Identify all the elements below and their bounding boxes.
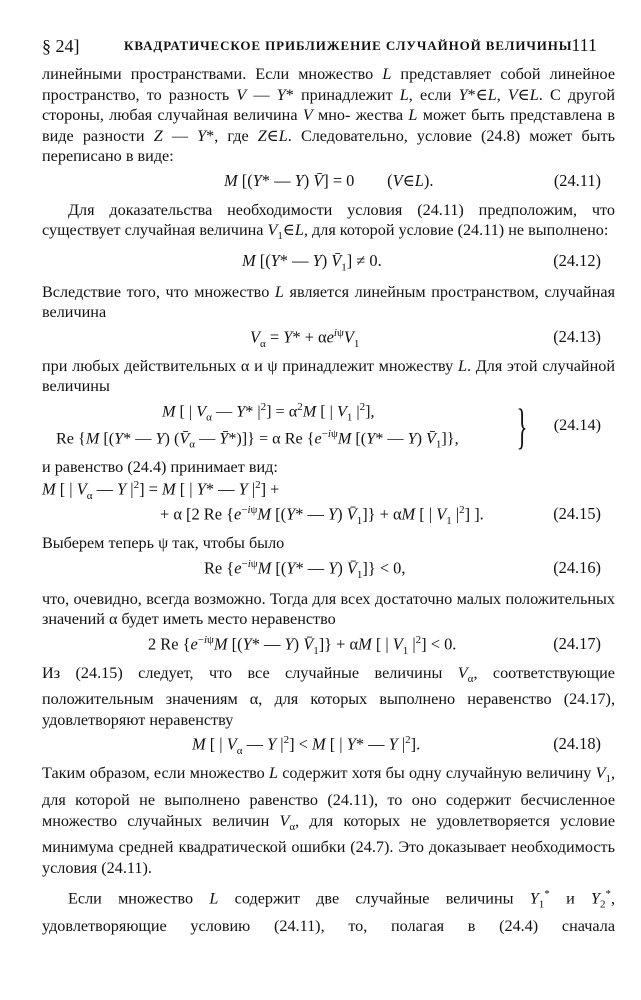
equation-24-12: M [(Y* — Y) $V̄_1] \ne 0$. (24.12) <box>242 250 601 274</box>
section-mark: § 24] <box>42 36 80 56</box>
equation-number: (24.11) <box>553 170 601 190</box>
equation-number: (24.15) <box>553 504 601 524</box>
paragraph-9: Таким образом, если множество L содержит хотя бы одну случайную величину $V_1$, для которой не выполнено равенство (24.11), то оно содержит бесчисленное множество случайных величин $V_\alpha$, для которых не удовлетворяется условие минимума средней квадратической ошибки (24.7). Это доказывает необходимость условия (24.11). <box>42 764 616 877</box>
paragraph-8: Из (24.15) следует, что все случайные величины $V_\alpha$, соответствующие положительным значениям α, для которых выполнено неравенство (24.17), удовлетворяют неравенству <box>42 663 615 729</box>
paragraph-2: Для доказательства необходимости условия (24.11) предположим, что существует случайная величина $V_1\in L$, для которой условие (24.11) не выполнено: <box>42 200 616 243</box>
equation-24-18: M [ | $V_\alpha$ — Y $|^2] < M$ [ | Y* — Y $|^2$]. (24.18) <box>192 734 601 758</box>
equation-number: (24.13) <box>553 326 601 346</box>
equation-24-13: $V_\alpha = Y* + \alpha e^{i\psi}V_1$ (24.13) <box>250 326 601 350</box>
equation-24-14: M [ | $V_\alpha$ — Y* $|^2] = \alpha^2M$ [ | $V_1$ $|^2$], Re {M [(Y* — Y) ($V̄_\alpha$ — Ȳ*)]} = α Re {$e^{-i\psi}M$ [(Y* — Y) $V̄_1$]}, } (24.14) <box>56 397 601 454</box>
running-header <box>42 30 615 64</box>
equation-24-11: M [(Y* — Y) V̄] = 0 (V∈L). (24.11) <box>224 170 601 190</box>
paragraph-10: Если множество L содержит две случайные величины $Y_1^*$ и $Y_2^*$, удовлетворяющие условию (24.11), то, полагая в (24.4) сначала <box>42 888 616 935</box>
equation-number: (24.16) <box>553 557 601 577</box>
paragraph-5: и равенство (24.4) принимает вид: <box>42 457 278 476</box>
equation-number: (24.17) <box>553 633 601 653</box>
right-brace: } <box>516 397 528 454</box>
equation-24-15-line1: M [ | $V_\alpha$ — Y $|^2] = M$ [ | Y* — Y $|^2$] + <box>42 479 280 502</box>
paragraph-7: что, очевидно, всегда возможно. Тогда для всех достаточно малых положительных значений α будет иметь место неравенство <box>42 589 615 629</box>
running-title: КВАДРАТИЧЕСКОЕ ПРИБЛИЖЕНИЕ СЛУЧАЙНОЙ ВЕЛИЧИНЫ <box>124 38 573 53</box>
equation-number: (24.14) <box>553 415 601 434</box>
paragraph-6: Выберем теперь ψ так, чтобы было <box>42 534 285 553</box>
equation-number: (24.12) <box>553 250 601 270</box>
equation-24-15-line2: + α [2 Re {$e^{-i\psi}M$ [(Y* — Y) $V̄_1]\} + \alpha M$ [ | $V_1$ $|^2$] ]. (24.15) <box>160 504 601 527</box>
paragraph-3: Вследствие того, что множество L является линейным пространством, случайная величина <box>42 282 616 322</box>
equation-24-17: 2 Re {$e^{-i\psi}M$ [(Y* — Y) $V̄_1]\} + \alpha M$ [ | $V_1$ $|^2] < 0$. (24.17) <box>148 633 601 657</box>
paragraph-4: при любых действительных α и ψ принадлежит множеству L. Для этой случайной величины <box>42 356 616 396</box>
paragraph-1: линейными пространствами. Если множество L представляет собой линейное пространство, то разность V — Y* принадлежит L, если Y*∈L, V∈L. С другой стороны, любая случайная величина V мно- жества L может быть представлена в виде разности Z — Y*, где Z∈L. Следовательно, условие (24.8) может быть переписано в виде: <box>42 65 616 165</box>
equation-number: (24.18) <box>553 734 601 754</box>
page-number: 111 <box>571 35 597 55</box>
equation-24-16: Re {$e^{-i\psi}M$ [(Y* — Y) $V̄_1]\} < 0$, (24.16) <box>204 557 601 581</box>
